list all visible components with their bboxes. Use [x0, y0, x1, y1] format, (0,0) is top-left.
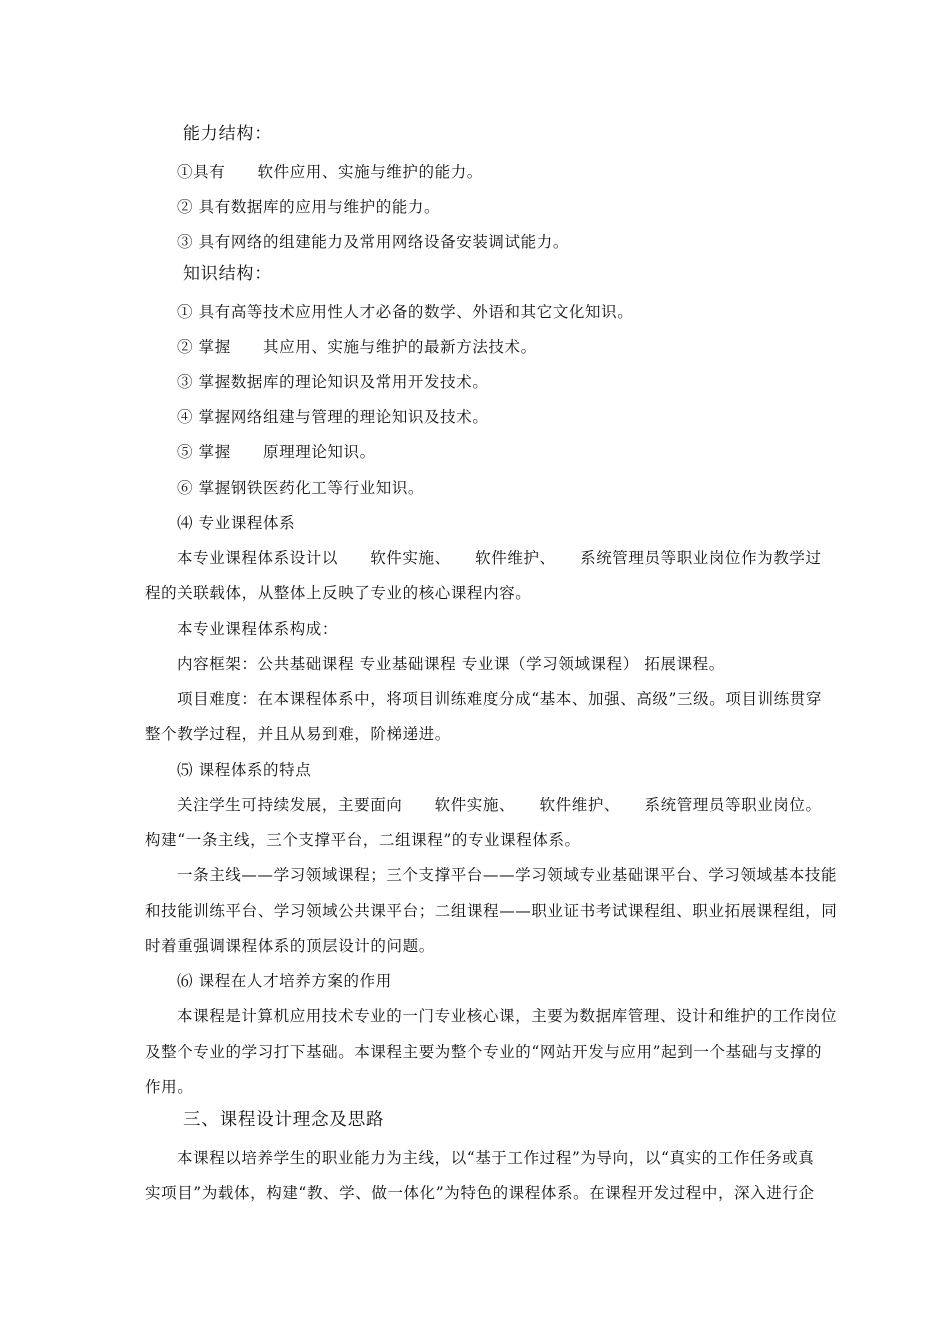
- system-paragraph-3: 内容框架：公共基础课程 专业基础课程 专业课（学习领域课程） 拓展课程。: [177, 655, 725, 673]
- knowledge-item-4: ④ 掌握网络组建与管理的理论知识及技术。: [177, 408, 489, 426]
- system-paragraph-4-line-2: 整个教学过程，并且从易到难，阶梯递进。: [145, 725, 451, 743]
- design-section-heading: 三、课程设计理念及思路: [183, 1110, 385, 1130]
- features-paragraph-1-line-1: 关注学生可持续发展，主要面向 软件实施、 软件维护、 系统管理员等职业岗位。: [177, 796, 822, 814]
- ability-heading: 能力结构：: [183, 124, 272, 144]
- system-paragraph-4-line-1: 项目难度：在本课程体系中，将项目训练难度分成“基本、加强、高级”三级。项目训练贯穿: [177, 690, 822, 708]
- role-paragraph-line-1: 本课程是计算机应用技术专业的一门专业核心课，主要为数据库管理、设计和维护的工作岗位: [177, 1007, 838, 1025]
- role-heading: ⑹ 课程在人才培养方案的作用: [177, 972, 392, 990]
- features-paragraph-2-line-3: 时着重强调课程体系的顶层设计的问题。: [145, 937, 435, 955]
- features-heading: ⑸ 课程体系的特点: [177, 761, 312, 779]
- design-paragraph-line-1: 本课程以培养学生的职业能力为主线，以“基于工作过程”为导向，以“真实的工作任务或真: [177, 1149, 815, 1167]
- system-paragraph-1-line-1: 本专业课程体系设计以 软件实施、 软件维护、 系统管理员等职业岗位作为教学过: [177, 549, 822, 567]
- knowledge-item-3: ③ 掌握数据库的理论知识及常用开发技术。: [177, 373, 489, 391]
- ability-item-1: ①具有 软件应用、实施与维护的能力。: [177, 163, 483, 181]
- features-paragraph-1-line-2: 构建“一条主线，三个支撑平台，二组课程”的专业课程体系。: [145, 831, 581, 849]
- features-paragraph-2-line-1: 一条主线——学习领域课程；三个支撑平台——学习领域专业基础课平台、学习领域基本技能: [177, 866, 838, 884]
- role-paragraph-line-2: 及整个专业的学习打下基础。本课程主要为整个专业的“网站开发与应用”起到一个基础与支撑的: [145, 1043, 823, 1061]
- role-paragraph-line-3: 作用。: [145, 1078, 194, 1096]
- knowledge-item-5: ⑤ 掌握 原理理论知识。: [177, 443, 376, 461]
- knowledge-item-2: ② 掌握 其应用、实施与维护的最新方法技术。: [177, 338, 537, 356]
- system-paragraph-2: 本专业课程体系构成：: [177, 620, 339, 638]
- system-paragraph-1-line-2: 程的关联载体，从整体上反映了专业的核心课程内容。: [145, 584, 532, 602]
- system-heading: ⑷ 专业课程体系: [177, 514, 296, 532]
- knowledge-heading: 知识结构：: [183, 264, 272, 284]
- knowledge-item-6: ⑥ 掌握钢铁医药化工等行业知识。: [177, 479, 425, 497]
- features-paragraph-2-line-2: 和技能训练平台、学习领域公共课平台；二组课程——职业证书考试课程组、职业拓展课程组，同: [145, 902, 838, 920]
- ability-item-2: ② 具有数据库的应用与维护的能力。: [177, 198, 441, 216]
- design-paragraph-line-2: 实项目”为载体，构建“教、学、做一体化”为特色的课程体系。在课程开发过程中，深入进行企: [145, 1184, 815, 1202]
- knowledge-item-1: ① 具有高等技术应用性人才必备的数学、外语和其它文化知识。: [177, 303, 634, 321]
- ability-item-3: ③ 具有网络的组建能力及常用网络设备安装调试能力。: [177, 233, 569, 251]
